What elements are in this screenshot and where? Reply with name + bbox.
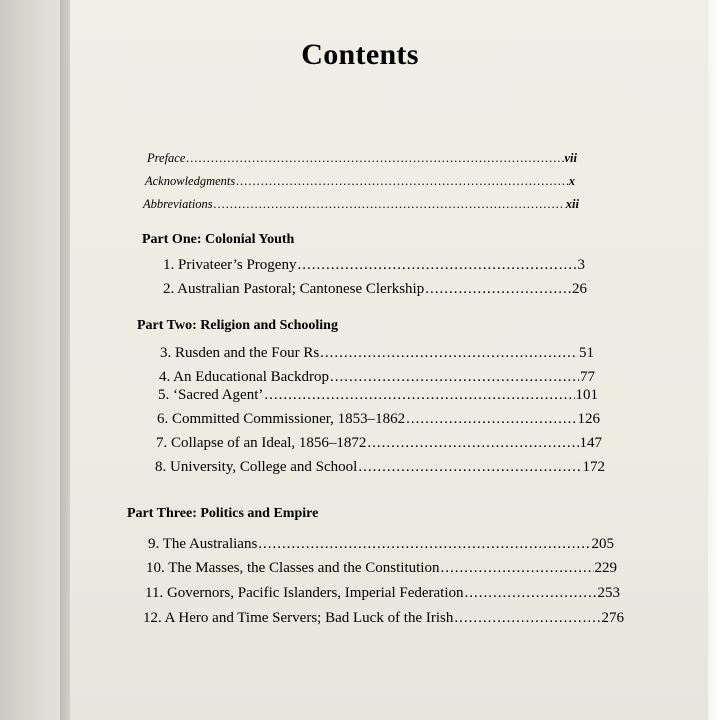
toc-entry-label: Preface: [147, 151, 186, 165]
dot-leader: [465, 585, 597, 602]
toc-entry-label: 2. Australian Pastoral; Cantonese Clerkship: [163, 281, 425, 297]
dot-leader: [358, 459, 581, 476]
toc-entry-page: vii: [564, 151, 577, 165]
dot-leader: [258, 536, 590, 553]
toc-entry-page: x: [568, 174, 575, 188]
dot-leader: [440, 560, 593, 577]
toc-entry-chapter-6[interactable]: [157, 411, 600, 428]
dot-leader: [330, 369, 579, 386]
dot-leader: [297, 257, 576, 274]
toc-entry-label: 11. Governors, Pacific Islanders, Imperial Federation: [145, 585, 464, 601]
toc-entry-page: 77: [580, 369, 595, 385]
toc-entry-chapter-5[interactable]: [158, 387, 598, 404]
toc-entry-label: 10. The Masses, the Classes and the Constitution: [146, 560, 440, 576]
toc-entry-page: 172: [582, 459, 605, 475]
toc-entry-label: 7. Collapse of an Ideal, 1856–1872: [156, 435, 367, 451]
dot-leader: [214, 197, 565, 212]
toc-entry-page: 101: [575, 387, 598, 403]
dot-leader: [320, 345, 578, 362]
part-heading: Part Two: Religion and Schooling: [137, 318, 338, 333]
toc-entry-chapter-8[interactable]: [155, 459, 605, 476]
toc-entry-abbreviations[interactable]: [143, 197, 579, 212]
page-title: Contents: [301, 38, 419, 71]
part-heading: Part Three: Politics and Empire: [127, 506, 319, 521]
toc-entry-chapter-1[interactable]: [163, 257, 585, 274]
toc-entry-page: 51: [579, 345, 594, 361]
toc-entry-page: xii: [565, 197, 579, 211]
toc-entry-page: 26: [572, 281, 587, 297]
toc-entry-chapter-7[interactable]: [156, 435, 602, 452]
toc-entry-chapter-12[interactable]: [143, 610, 624, 627]
toc-entry-label: 1. Privateer’s Progeny: [163, 257, 297, 273]
toc-entry-chapter-11[interactable]: [145, 585, 620, 602]
dot-leader: [367, 435, 578, 452]
toc-entry-label: 4. An Educational Backdrop: [159, 369, 329, 385]
toc-entry-chapter-9[interactable]: [148, 536, 614, 553]
toc-entry-label: Abbreviations: [143, 197, 213, 211]
toc-entry-label: 6. Committed Commissioner, 1853–1862: [157, 411, 406, 427]
dot-leader: [454, 610, 600, 627]
dot-leader: [236, 174, 567, 189]
toc-entry-preface[interactable]: [147, 151, 577, 166]
toc-entry-page: 276: [601, 610, 624, 626]
toc-entry-chapter-2[interactable]: [163, 281, 587, 298]
toc-entry-page: 253: [597, 585, 620, 601]
toc-entry-page: 147: [579, 435, 602, 451]
dot-leader: [264, 387, 574, 404]
toc-entry-page: 126: [577, 411, 600, 427]
toc-entry-label: 8. University, College and School: [155, 459, 358, 475]
toc-entry-chapter-10[interactable]: [146, 560, 617, 577]
toc-entry-label: Acknowledgments: [145, 174, 236, 188]
toc-entry-label: 5. ‘Sacred Agent’: [158, 387, 264, 403]
part-heading: Part One: Colonial Youth: [142, 232, 295, 247]
toc-entry-page: 229: [594, 560, 617, 576]
toc-entry-page: 205: [591, 536, 614, 552]
dot-leader: [186, 151, 563, 166]
dot-leader: [406, 411, 576, 428]
toc-entry-chapter-4[interactable]: [159, 369, 595, 386]
toc-entry-label: 9. The Australians: [148, 536, 258, 552]
toc-entry-page: 3: [577, 257, 585, 273]
toc-entry-label: 12. A Hero and Time Servers; Bad Luck of the Irish: [143, 610, 454, 626]
dot-leader: [425, 281, 571, 298]
toc-entry-label: 3. Rusden and the Four Rs: [160, 345, 320, 361]
toc-entry-chapter-3[interactable]: [160, 345, 594, 362]
toc-entry-acknowledgments[interactable]: [145, 174, 575, 189]
